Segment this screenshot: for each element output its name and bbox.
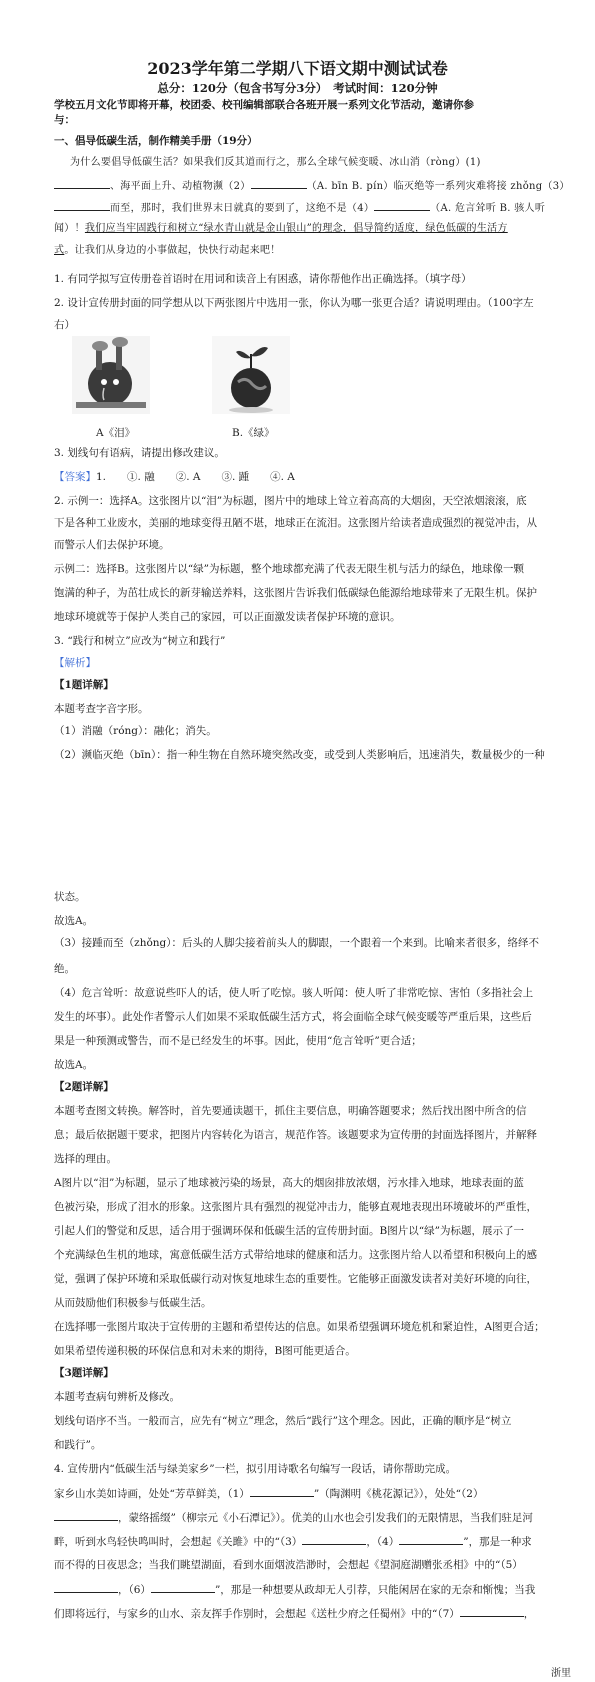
underlined-sentence: 我们应当牢固践行和树立“绿水青山就是金山银山”的理念，倡导简约适度，绿色低碳的生活方 [84,223,508,234]
passage-line [54,222,554,236]
passage-line [54,178,570,194]
detail-heading: 【1题详解】 [54,679,114,691]
answer-line: 饱满的种子，为茁壮成长的新芽输送养料，这张图片告诉我们低碳绿色能源给地球带来了无限生机。保护 [54,587,537,599]
passage-line: 为什么要倡导低碳生活？如果我们反其道而行之，那么全球气候变暖、冰山消（ròng）(1) [70,157,481,168]
answer-blank[interactable] [374,200,430,211]
intro-line: 学校五月文化节即将开幕，校团委、校刊编辑部联合各班开展一系列文化节活动，邀请你参 [54,99,474,111]
analysis-line: 果是一种预测或警告，而不是已经发生的坏事。因此，使用“危言耸听”更合适； [54,1035,422,1047]
image-b-caption: B.《绿》 [232,427,275,439]
question-4: 4. 宣传册内“低碳生活与绿美家乡”一栏，拟引用诗歌名句编写一段话，请你帮助完成。 [54,1463,457,1475]
analysis-line: （2）濒临灭绝（bīn）：指一种生物在自然环境突然改变，或受到人类影响后，迅速消失，数量极少的一种 [54,749,545,761]
page-subtitle: 总分：120分（包含书写分3分） 考试时间：120分钟 [157,81,438,95]
analysis-line: 在选择哪一张图片取决于宣传册的主题和希望传达的信息。如果希望强调环境危机和紧迫性，A图更合适； [54,1321,545,1333]
q4-line [54,1486,554,1501]
answer-line: 2. 示例一：选择A。这张图片以“泪”为标题，图片中的地球上耸立着高高的大烟囱，天空浓烟滚滚，底 [54,495,527,507]
detail-heading: 【2题详解】 [54,1081,114,1093]
passage-text: （A. 危言耸听 B. 骇人听 [430,203,546,214]
analysis-line: 状态。 [54,891,86,903]
answer-line: 3. “践行和树立”应改为“树立和践行” [54,635,226,647]
analysis-line: 和践行”。 [54,1439,102,1451]
earth-crying-image [72,336,150,414]
answer-1 [54,470,554,484]
analysis-line: A图片以“泪”为标题，显示了地球被污染的场景，高大的烟囱排放浓烟，污水排入地球，地球表面的蓝 [54,1177,524,1189]
footer-mark: 浙里 [551,1668,571,1679]
analysis-line: 绝。 [54,963,75,975]
question-2: 右） [54,319,75,331]
analysis-line: 故选A。 [54,1059,94,1071]
answer-blank[interactable] [151,1582,215,1593]
answer-text: 1. ①. 融 ②. A ③. 踵 ④. A [96,471,295,483]
q4-text: 畔，听到水鸟轻快鸣叫时，会想起《关雎》中的“（3） [54,1536,303,1548]
q4-text: 们即将远行，与家乡的山水、亲友挥手作别时，会想起《送杜少府之任蜀州》中的“（7） [54,1608,460,1620]
answer-line: 地球环境就等于保护人类自己的家园，可以正面激发读者保护环境的意识。 [54,611,401,623]
passage-text: 、海平面上升、动植物濒（2） [110,181,251,192]
analysis-tag: 【解析】 [54,657,96,669]
answer-blank[interactable] [251,178,307,189]
analysis-line: 本题考查图文转换。解答时，首先要通读题干，抓住主要信息，明确答题要求；然后找出图中所含的信 [54,1105,527,1117]
analysis-line: 如果希望传递积极的环保信息和对未来的期待，B图可能更适合。 [54,1345,356,1357]
analysis-line: （3）接踵而至（zhǒng）：后头的人脚尖接着前头人的脚跟，一个跟着一个来到。比喻来者很多，络绎不 [54,937,540,949]
q4-line [54,1510,554,1525]
underlined-sentence: 式 [54,245,65,256]
q4-text: ”（陶渊明《桃花源记》），处处“（2） [313,1488,484,1500]
q4-text: 家乡山水美如诗画，处处“芳草鲜美，（1） [54,1488,250,1500]
answer-line: 而警示人们去保护环境。 [54,539,170,551]
question-1: 1. 有同学拟写宣传册卷首语时在用词和读音上有困惑，请你帮他作出正确选择。（填字母） [54,273,472,285]
analysis-line: 发生的坏事）。此处作者警示人们如果不采取低碳生活方式，将会面临全球气候变暖等严重后果，这些后 [54,1011,532,1023]
analysis-line: 从而鼓励他们积极参与低碳生活。 [54,1297,212,1309]
passage-line [54,200,554,216]
q4-line: 而不得的日夜思念；当我们眺望湖面，看到水面烟波浩渺时，会想起《望洞庭湖赠张丞相》中的“（5） [54,1559,523,1571]
answer-blank[interactable] [54,1510,118,1521]
page-title: 2023学年第二学期八下语文期中测试试卷 [147,59,448,78]
analysis-line: 色被污染，形成了泪水的形象。这张图片具有强烈的视觉冲击力，能够直观地表现出环境破坏的严重性， [54,1201,537,1213]
answer-line: 示例二：选择B。这张图片以“绿”为标题，整个地球都充满了代表无限生机与活力的绿色，地球像一颗 [54,563,524,575]
analysis-line: 划线句语序不当。一般而言，应先有“树立”理念，然后“践行”这个理念。因此，正确的顺序是“树立 [54,1415,512,1427]
answer-blank[interactable] [54,200,110,211]
q4-text: ”，那是一种想要从政却无人引荐，只能闲居在家的无奈和惭愧；当我 [214,1584,536,1596]
answer-blank[interactable] [460,1606,524,1617]
analysis-line: （1）消融（róng）：融化；消失。 [54,725,217,737]
image-a-caption: A《泪》 [96,427,136,439]
earth-sprout-image [212,336,290,414]
analysis-line: （4）危言耸听：故意说些吓人的话，使人听了吃惊。骇人听闻：使人听了非常吃惊、害怕（多指社会上 [54,987,534,999]
answer-tag: 【答案】 [54,471,96,483]
analysis-line: 选择的理由。 [54,1153,117,1165]
q4-line [54,1534,554,1549]
q4-line [54,1606,554,1621]
q4-line [54,1582,554,1597]
answer-blank[interactable] [399,1534,463,1545]
analysis-line: 觉，强调了保护环境和采取低碳行动对恢复地球生态的重要性。它能够正面激发读者对美好环境的向往， [54,1273,537,1285]
section-heading: 一、倡导低碳生活，制作精美手册（19分） [54,135,258,147]
analysis-line: 故选A。 [54,915,94,927]
passage-text: 闻）！ [54,223,85,234]
passage-line [54,244,554,258]
question-3: 3. 划线句有语病，请提出修改建议。 [54,447,225,459]
intro-line: 与： [54,114,75,126]
question-2: 2. 设计宣传册封面的同学想从以下两张图片中选用一张，你认为哪一张更合适？请说明理由。（100字左 [54,297,534,309]
q4-text: ，蒙络摇缀”（柳宗元《小石潭记》）。优美的山水也会引发我们的无限情思，当我们驻足河 [118,1512,533,1524]
passage-text: 而至，那时，我们世界末日就真的要到了，这绝不是（4） [110,203,375,214]
answer-blank[interactable] [302,1534,366,1545]
passage-text: （A. bīn B. pín）临灭绝等一系列灾难将接 zhǒng（3） [306,181,570,192]
detail-heading: 【3题详解】 [54,1367,114,1379]
analysis-line: 个充满绿色生机的地球，寓意低碳生活方式带给地球的健康和活力。这张图片给人以希望和积极向上的感 [54,1249,537,1261]
analysis-line: 本题考查病句辨析及修改。 [54,1391,180,1403]
analysis-line: 本题考查字音字形。 [54,703,149,715]
answer-blank[interactable] [250,1486,314,1497]
q4-text: ，（6） [118,1584,151,1596]
answer-line: 下是各种工业废水，美丽的地球变得丑陋不堪，地球正在流泪。这张图片给读者造成强烈的视觉冲击，从 [54,517,537,529]
q4-text: ”，那是一种求 [463,1536,532,1548]
q4-text: ，（4） [366,1536,400,1548]
analysis-line: 引起人们的警觉和反思，适合用于强调环保和低碳生活的宣传册封面。B图片以“绿”为标题，展示了一 [54,1225,524,1237]
analysis-line: 息；最后依据题干要求，把图片内容转化为语言，规范作答。该题要求为宣传册的封面选择图片，并解释 [54,1129,537,1141]
answer-blank[interactable] [54,1582,118,1593]
answer-blank[interactable] [54,178,110,189]
passage-text: 。让我们从身边的小事做起，快快行动起来吧！ [64,245,281,256]
q4-text: ， [523,1608,535,1620]
